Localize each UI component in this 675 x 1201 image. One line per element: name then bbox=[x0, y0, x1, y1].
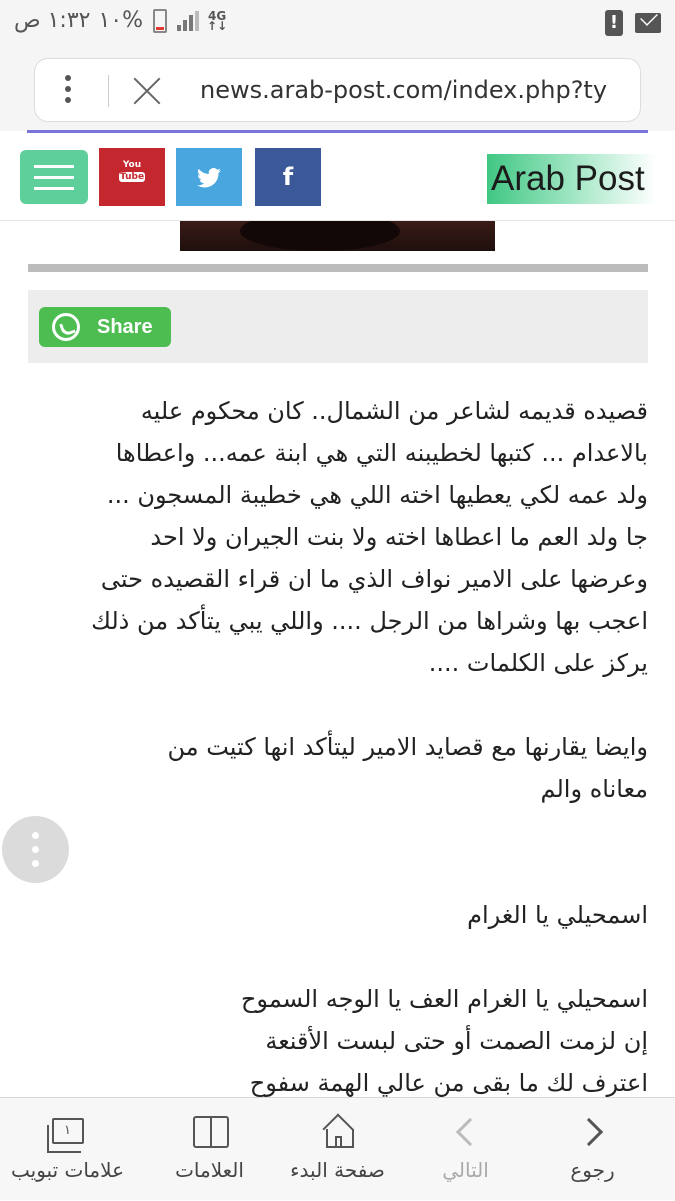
text-line: بالاعدام ... كتبها لخطيبنه التي هي ابنة عمه... واعطاها bbox=[115, 439, 648, 467]
poem-line: اسمحيلي يا الغرام العف يا الوجه السموح bbox=[240, 985, 648, 1013]
facebook-button[interactable] bbox=[255, 148, 321, 206]
article-image bbox=[180, 221, 495, 251]
chevron-right-icon bbox=[573, 1112, 613, 1152]
signal-icon bbox=[177, 11, 199, 31]
poem-title: اسمحيلي يا الغرام bbox=[467, 901, 648, 929]
site-header bbox=[0, 133, 675, 221]
more-options-icon[interactable] bbox=[63, 75, 73, 107]
divider bbox=[108, 75, 109, 107]
nav-label: العلامات bbox=[175, 1158, 244, 1182]
clock: ١:٣٢ ص bbox=[14, 8, 91, 33]
nav-label: التالي bbox=[442, 1158, 489, 1182]
battery-icon bbox=[153, 9, 167, 33]
floating-more-button[interactable] bbox=[2, 816, 69, 883]
menu-button[interactable] bbox=[20, 150, 88, 204]
text-line: اعجب بها وشراها من الرجل .... واللي يبي يتأكد من ذلك bbox=[91, 607, 648, 635]
bottom-nav bbox=[0, 1097, 675, 1200]
text-line: وايضا يقارنها مع قصايد الامير ليتأكد انها كتيت من bbox=[167, 733, 648, 761]
nav-home[interactable] bbox=[270, 1098, 405, 1201]
address-bar[interactable] bbox=[34, 58, 641, 122]
poem-line: اعترف لك ما بقى من عالي الهمة سفوح bbox=[249, 1069, 648, 1097]
facebook-icon: f bbox=[282, 163, 294, 191]
browser-toolbar bbox=[0, 46, 675, 131]
text-line: معاناه والم bbox=[540, 775, 648, 803]
nav-tabs[interactable] bbox=[0, 1098, 135, 1201]
article-body bbox=[28, 390, 648, 1104]
close-icon[interactable] bbox=[130, 73, 164, 107]
twitter-icon bbox=[197, 168, 221, 188]
alert-icon: ! bbox=[605, 10, 623, 36]
notification-icons bbox=[605, 10, 661, 36]
nav-bookmarks[interactable] bbox=[142, 1098, 277, 1201]
site-logo[interactable]: Arab Post bbox=[487, 154, 656, 204]
content-separator bbox=[28, 264, 648, 272]
url-text[interactable]: news.arab-post.com/index.php?ty bbox=[200, 76, 608, 104]
tabs-icon: ١ bbox=[48, 1112, 88, 1152]
status-info bbox=[14, 8, 227, 33]
network-type: 4G ↑↓ bbox=[207, 8, 228, 33]
mail-icon bbox=[635, 13, 661, 33]
twitter-button[interactable] bbox=[176, 148, 242, 206]
nav-label: علامات تبويب bbox=[11, 1158, 124, 1182]
nav-label: صفحة البدء bbox=[290, 1158, 385, 1182]
text-line: وعرضها على الامير نواف الذي ما ان قراء القصيده حتى bbox=[100, 565, 648, 593]
youtube-icon: You Tube bbox=[119, 160, 145, 182]
share-label: Share bbox=[97, 316, 153, 338]
whatsapp-share-button[interactable] bbox=[39, 307, 171, 347]
status-bar bbox=[0, 0, 675, 46]
text-line: يركز على الكلمات .... bbox=[428, 649, 648, 677]
bookmarks-icon bbox=[190, 1112, 230, 1152]
nav-back[interactable] bbox=[525, 1098, 660, 1201]
chevron-left-icon bbox=[446, 1112, 486, 1152]
nav-forward[interactable] bbox=[398, 1098, 533, 1201]
poem-line: إن لزمت الصمت أو حتى لبست الأقنعة bbox=[265, 1027, 648, 1055]
whatsapp-icon bbox=[52, 313, 80, 341]
home-icon bbox=[318, 1112, 358, 1152]
nav-label: رجوع bbox=[570, 1158, 615, 1182]
youtube-button[interactable] bbox=[99, 148, 165, 206]
text-line: جا ولد العم ما اعطاها اخته ولا بنت الجيران ولا احد bbox=[150, 523, 648, 551]
share-bar bbox=[28, 290, 648, 363]
text-line: قصيده قديمه لشاعر من الشمال.. كان محكوم عليه bbox=[140, 397, 648, 425]
battery-percent: ١٠% bbox=[98, 8, 144, 33]
text-line: ولد عمه لكي يعطيها اخته اللي هي خطيبة المسجون ... bbox=[106, 481, 648, 509]
